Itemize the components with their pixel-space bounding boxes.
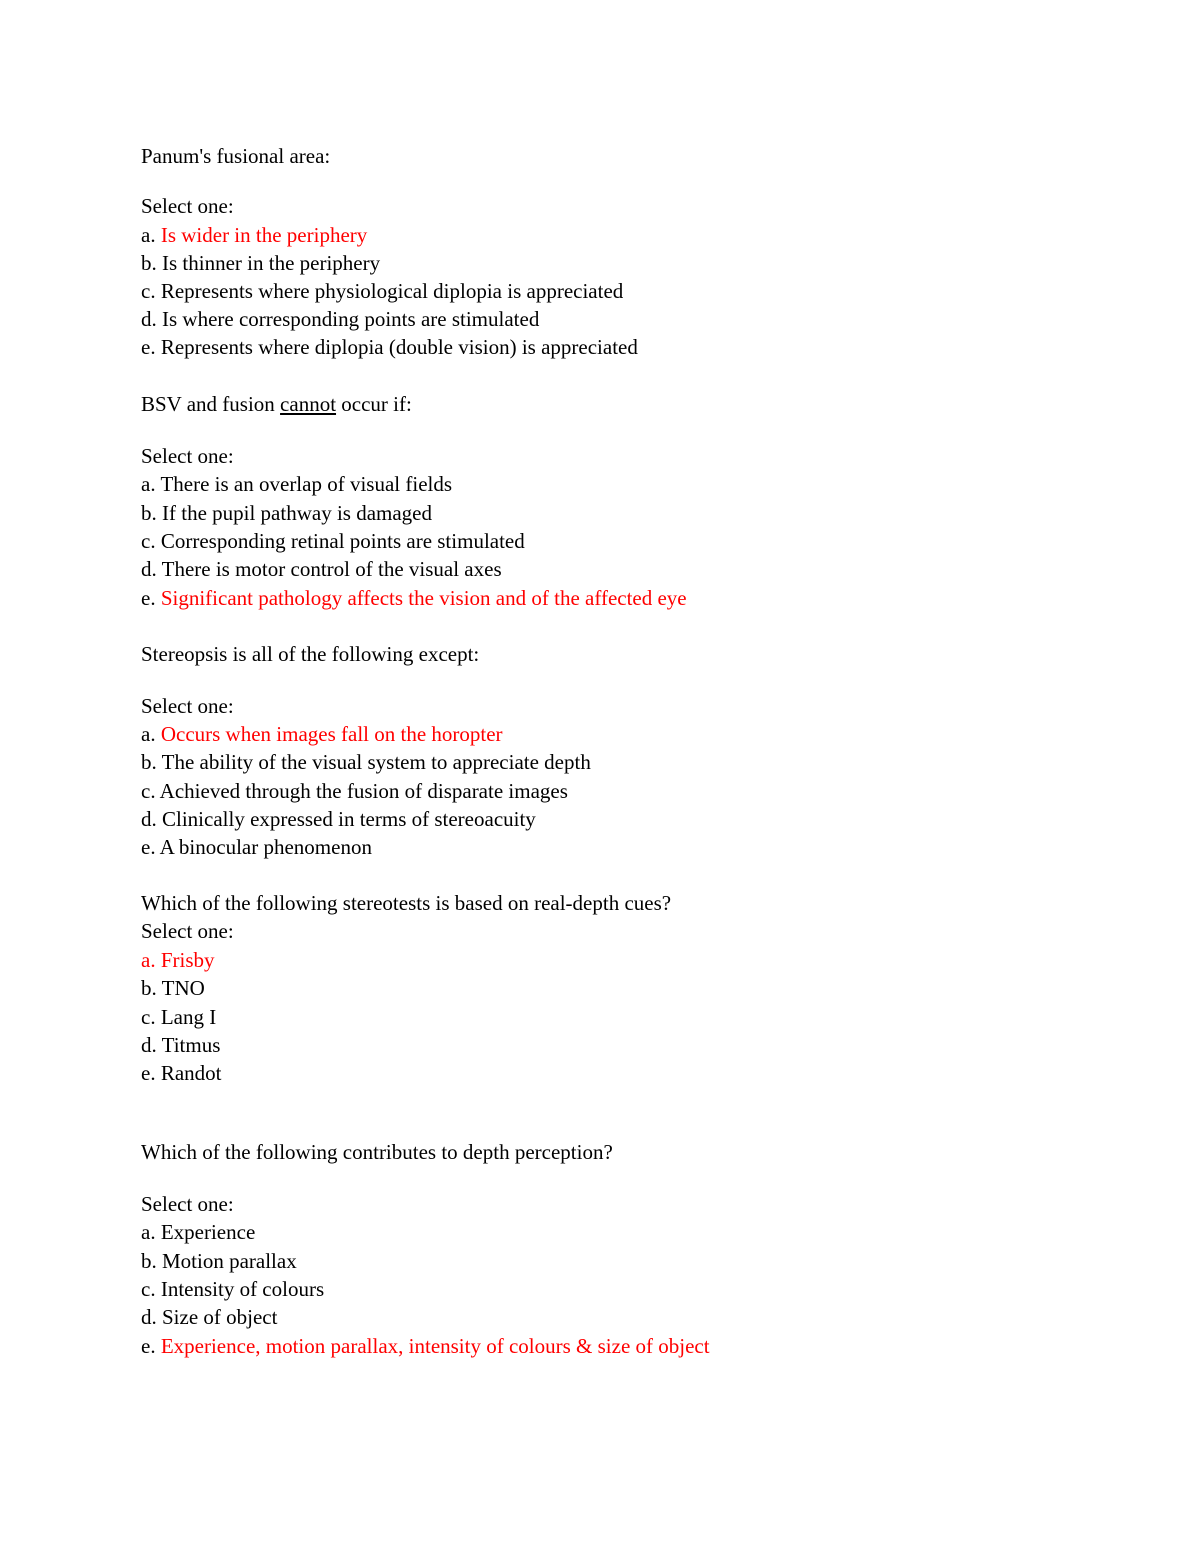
option-text: There is an overlap of visual fields (160, 472, 453, 496)
question-4-option-b (141, 974, 205, 1002)
question-4-option-c (141, 1003, 216, 1031)
option-text-marked: Is wider in the periphery (160, 223, 368, 247)
option-letter: c. (141, 779, 156, 803)
question-5-option-c (141, 1275, 324, 1303)
option-letter: d. (141, 807, 157, 831)
question-3-option-d (141, 805, 536, 833)
question-2-option-d (141, 555, 502, 583)
question-2-select-label: Select one: (141, 444, 234, 468)
question-3-option-e (141, 833, 372, 861)
option-letter: e. (141, 1334, 156, 1358)
option-letter: e. (141, 835, 156, 859)
question-1-prompt: Panum's fusional area: (141, 144, 331, 168)
option-text: Represents where physiological diplopia is appreciated (160, 279, 624, 303)
question-5-prompt: Which of the following contributes to depth perception? (141, 1140, 613, 1164)
question-2-option-b (141, 499, 432, 527)
prompt-text: occur if: (336, 392, 412, 416)
question-3-option-a (141, 720, 503, 748)
option-letter: a. (141, 472, 156, 496)
option-letter: a. (141, 948, 156, 972)
option-letter: d. (141, 307, 157, 331)
question-5-option-a (141, 1218, 255, 1246)
option-text: Is thinner in the periphery (162, 251, 381, 275)
question-5-option-b (141, 1247, 297, 1275)
question-1-option-e (141, 333, 638, 361)
option-text: Lang I (160, 1005, 217, 1029)
option-text-marked: Frisby (160, 948, 215, 972)
option-letter: d. (141, 557, 157, 581)
question-3-prompt: Stereopsis is all of the following except: (141, 642, 480, 666)
prompt-text: BSV and fusion (141, 392, 281, 416)
question-2-option-c (141, 527, 525, 555)
option-letter: a. (141, 223, 156, 247)
option-text: Experience (160, 1220, 256, 1244)
question-4-prompt: Which of the following stereotests is based on real-depth cues? (141, 891, 672, 915)
option-letter: b. (141, 251, 157, 275)
question-2-option-a (141, 470, 452, 498)
option-letter: c. (141, 1005, 156, 1029)
option-text: Represents where diplopia (double vision) is appreciated (160, 335, 638, 359)
option-letter: e. (141, 586, 156, 610)
option-text-marked: Experience, motion parallax, intensity of colours & size of object (160, 1334, 710, 1358)
option-letter: a. (141, 1220, 156, 1244)
question-4-option-a (141, 946, 215, 974)
option-text: If the pupil pathway is damaged (162, 501, 433, 525)
option-letter: b. (141, 750, 157, 774)
question-1-option-a (141, 221, 367, 249)
question-1-select-label: Select one: (141, 194, 234, 218)
option-letter: e. (141, 335, 156, 359)
question-1-option-b (141, 249, 380, 277)
option-letter: d. (141, 1305, 157, 1329)
option-text: A binocular phenomenon (159, 835, 372, 859)
prompt-underlined-word: cannot (280, 392, 337, 416)
option-text: Randot (160, 1061, 222, 1085)
option-text: Intensity of colours (160, 1277, 325, 1301)
option-letter: c. (141, 279, 156, 303)
option-text: Motion parallax (162, 1249, 297, 1273)
question-3-select-label: Select one: (141, 694, 234, 718)
option-letter: a. (141, 722, 156, 746)
question-2-option-e (141, 584, 687, 612)
option-letter: e. (141, 1061, 156, 1085)
option-text: Titmus (161, 1033, 221, 1057)
option-letter: c. (141, 1277, 156, 1301)
option-letter: c. (141, 529, 156, 553)
question-5-select-label: Select one: (141, 1192, 234, 1216)
option-text: Corresponding retinal points are stimulated (160, 529, 525, 553)
option-text: Achieved through the fusion of disparate images (159, 779, 568, 803)
question-4-option-d (141, 1031, 220, 1059)
question-1-option-c (141, 277, 623, 305)
question-1-option-d (141, 305, 539, 333)
question-4-option-e (141, 1059, 222, 1087)
question-4-select-label: Select one: (141, 919, 234, 943)
option-letter: b. (141, 976, 157, 1000)
option-letter: b. (141, 501, 157, 525)
option-text-marked: Occurs when images fall on the horopter (160, 722, 503, 746)
question-5-option-d (141, 1303, 277, 1331)
option-text: Clinically expressed in terms of stereoacuity (162, 807, 536, 831)
option-text-marked: Significant pathology affects the vision and of the affected eye (160, 586, 687, 610)
question-2-prompt (141, 390, 412, 418)
question-3-option-b (141, 748, 591, 776)
option-letter: b. (141, 1249, 157, 1273)
question-3-option-c (141, 777, 568, 805)
option-letter: d. (141, 1033, 157, 1057)
option-text: The ability of the visual system to appreciate depth (161, 750, 591, 774)
option-text: Size of object (162, 1305, 278, 1329)
option-text: There is motor control of the visual axes (161, 557, 502, 581)
option-text: Is where corresponding points are stimulated (162, 307, 540, 331)
option-text: TNO (161, 976, 205, 1000)
question-5-option-e (141, 1332, 710, 1360)
